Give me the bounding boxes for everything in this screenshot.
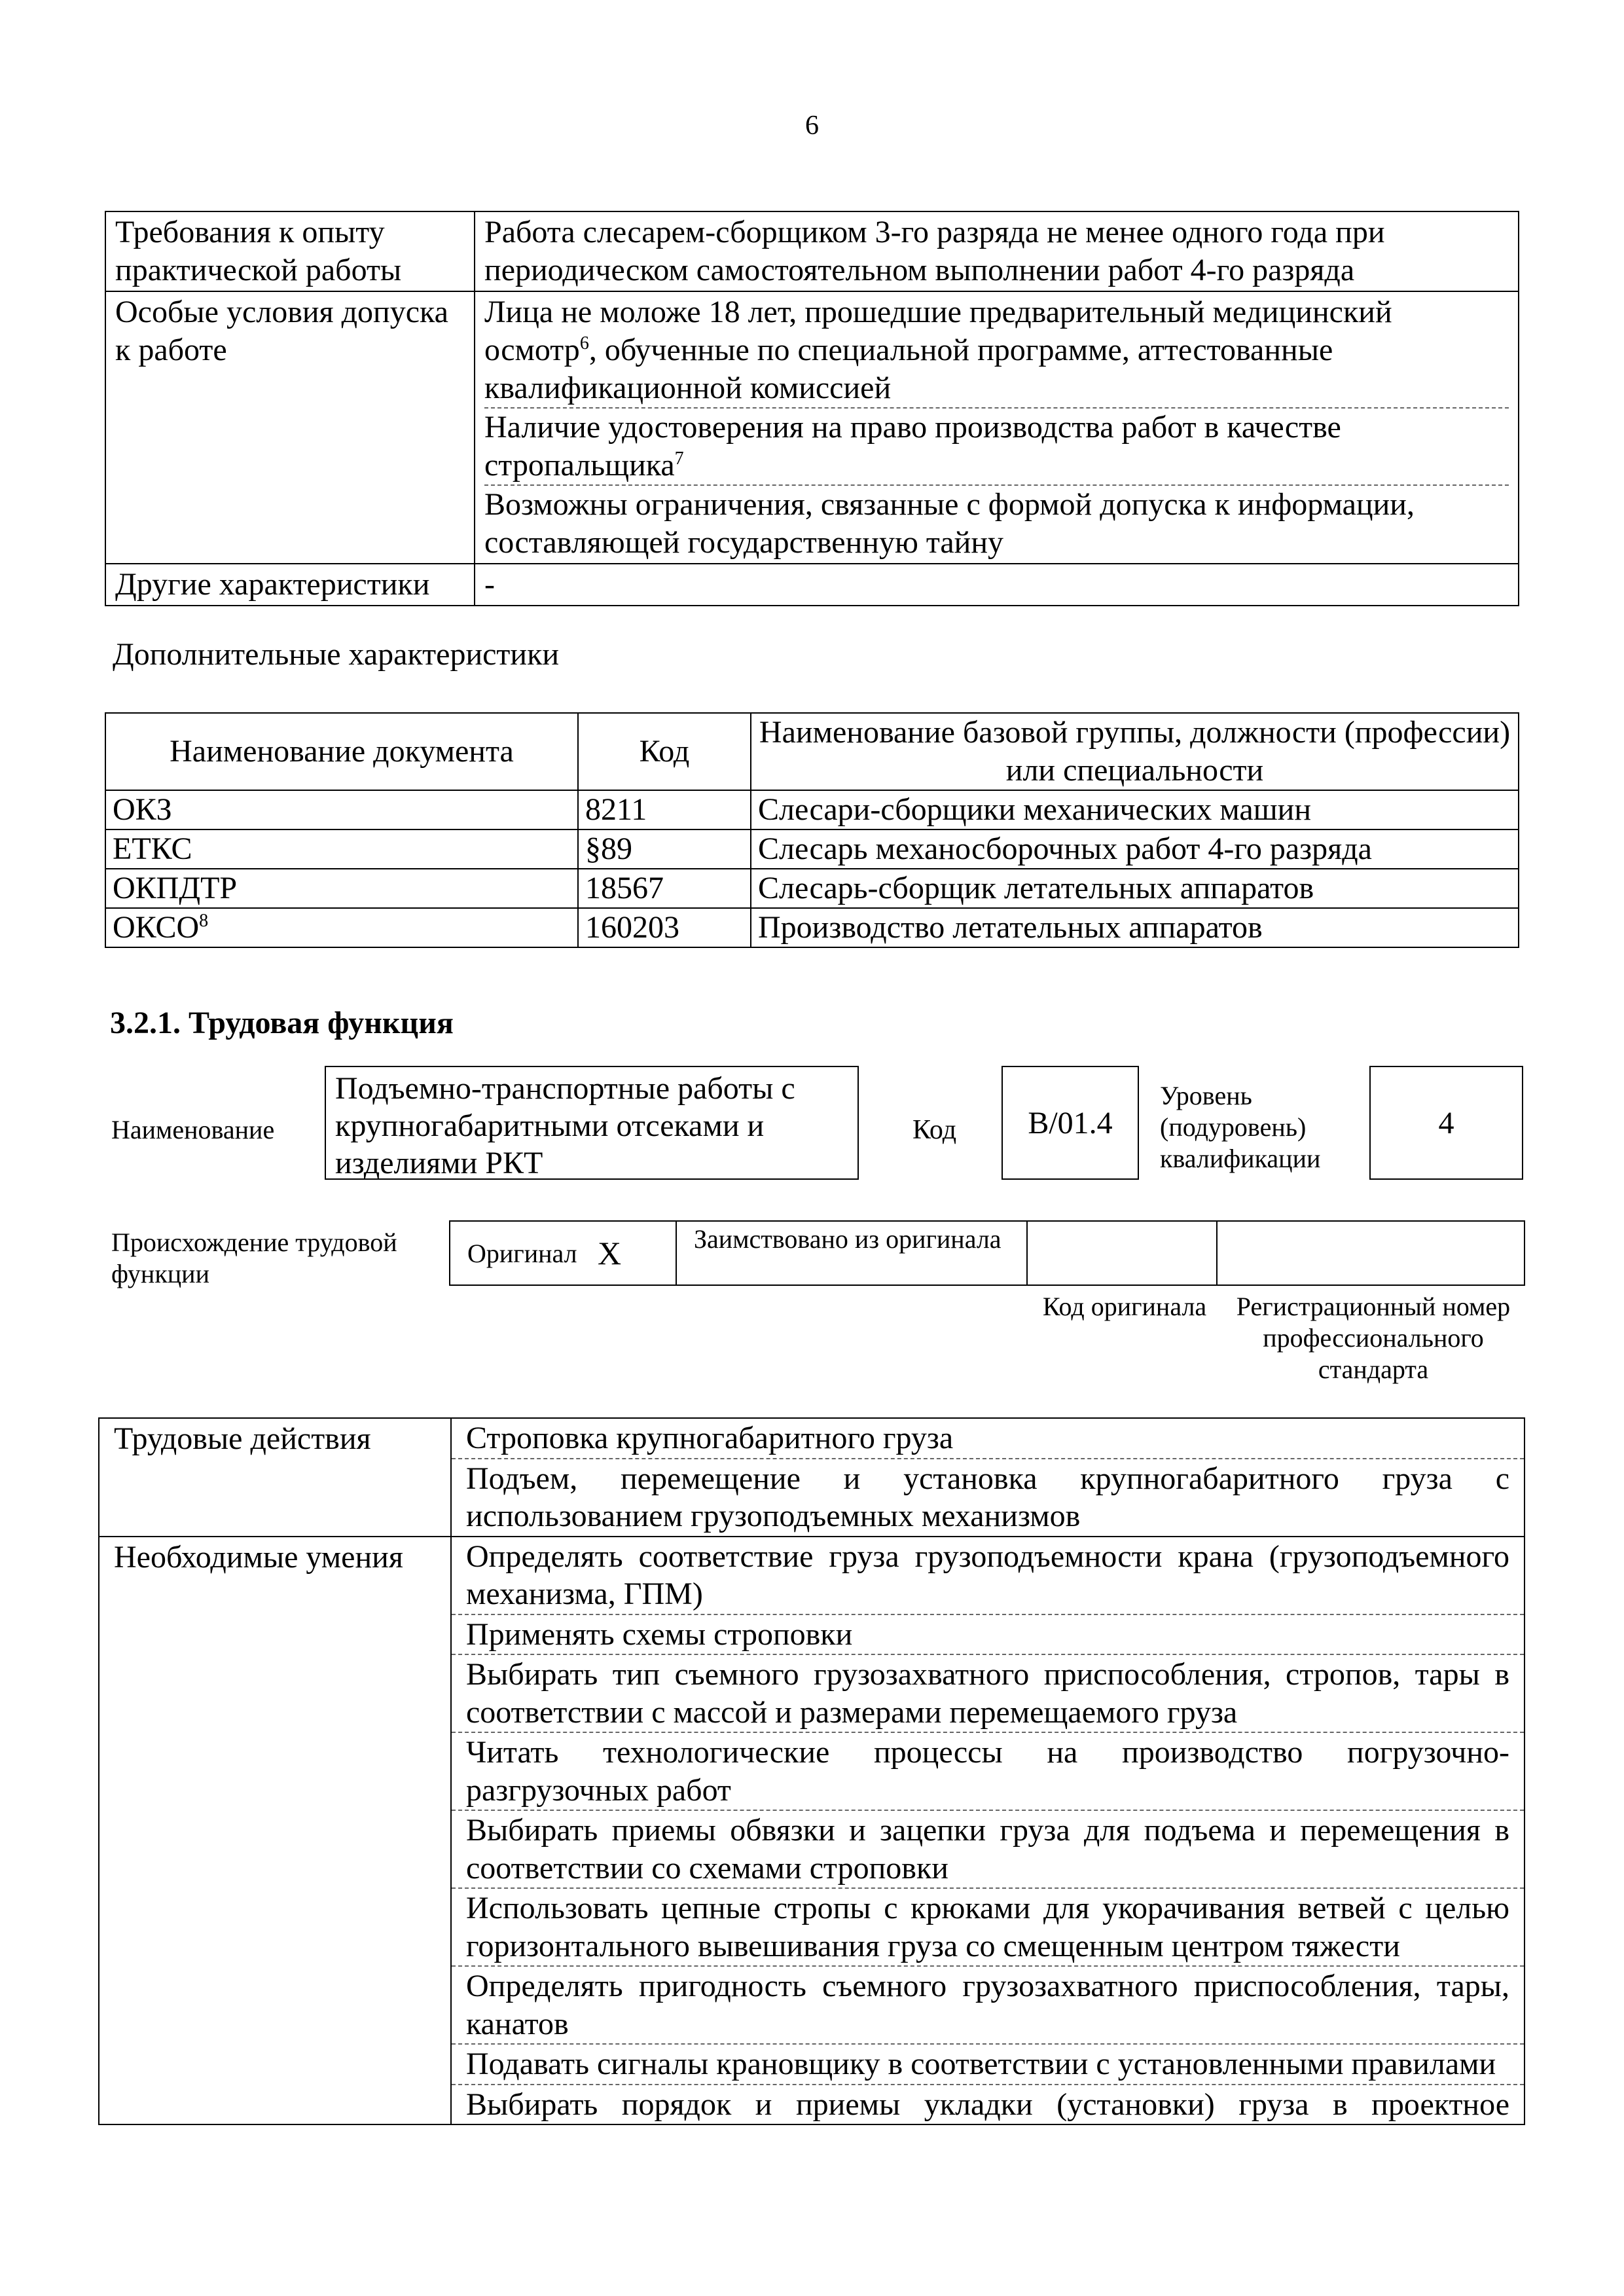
row-label: Трудовые действия (99, 1418, 451, 1537)
paragraph-text: Наличие удостоверения на право производства работ в качестве стропальщика (484, 410, 1341, 483)
list-item: Подавать сигналы крановщику в соответствии с установленными правилами (452, 2043, 1524, 2084)
list-item: Выбирать приемы обвязки и зацепки груза для подъема и перемещения в соответствии со схемами строповки (452, 1810, 1524, 1887)
origin-label: Происхождение трудовой функции (111, 1228, 397, 1288)
row-label: Особые условия допуска к работе (105, 291, 475, 564)
paragraph-text: Лица не моложе 18 лет, прошедшие предварительный медицинский осмотр (484, 295, 1392, 367)
row-items (451, 1537, 1525, 2125)
table-row (105, 829, 1519, 869)
function-name-box: Подъемно-транспортные работы с крупногабаритными отсеками и изделиями РКТ (325, 1066, 859, 1180)
borrowed-label: Заимствовано из оригинала (676, 1221, 1027, 1285)
paragraph (484, 407, 1509, 484)
code-caption: Код оригинала (1042, 1292, 1207, 1321)
list-item: Строповка крупногабаритного груза (466, 1421, 954, 1455)
code-cell: 160203 (578, 908, 751, 947)
row-label: Требования к опыту практической работы (105, 211, 475, 291)
column-header: Наименование базовой группы, должности (профессии) или специальности (751, 713, 1519, 790)
name-cell: Слесарь-сборщик летательных аппаратов (751, 869, 1519, 908)
code-cell: §89 (578, 829, 751, 869)
labor-actions-table (98, 1417, 1525, 2125)
row-value (475, 564, 1519, 606)
name-cell: Слесарь механосборочных работ 4-го разряда (751, 829, 1519, 869)
column-header: Наименование документа (105, 713, 578, 790)
list-item: Использовать цепные стропы с крюками для укорачивания ветвей с целью горизонтального вывешивания груза со смещенным центром тяжести (452, 1887, 1524, 1965)
doc-cell: ЕТКС (105, 829, 578, 869)
original-label: Оригинал (450, 1221, 591, 1285)
table-row (105, 869, 1519, 908)
name-label: Наименование (111, 1115, 275, 1144)
table-row (105, 790, 1519, 829)
table-row (99, 1418, 1525, 1537)
registration-caption: Регистрационный номер профессионального стандарта (1236, 1292, 1511, 1384)
row-label: Другие характеристики (105, 564, 475, 606)
name-cell: Производство летательных аппаратов (751, 908, 1519, 947)
list-item: Выбирать порядок и приемы укладки (установки) груза в проектное (452, 2084, 1524, 2124)
doc-cell: ОКПДТР (105, 869, 578, 908)
footnote-ref: 8 (199, 911, 209, 931)
table-row (105, 564, 1519, 606)
level-label: Уровень (подуровень) квалификации (1160, 1081, 1321, 1173)
original-mark: X (591, 1221, 676, 1285)
table-row (105, 291, 1519, 564)
row-value (475, 211, 1519, 291)
doc-cell: ОКЗ (105, 790, 578, 829)
row-value (475, 291, 1519, 564)
function-code-box: В/01.4 (1001, 1066, 1139, 1180)
list-item: Читать технологические процессы на производство погрузочно-разгрузочных работ (452, 1732, 1524, 1810)
additional-table (105, 712, 1519, 948)
table-row (105, 908, 1519, 947)
list-item: Определять пригодность съемного грузозахватного приспособления, тары, канатов (452, 1965, 1524, 2043)
original-code-cell (1027, 1221, 1217, 1285)
qualification-level-box: 4 (1369, 1066, 1523, 1180)
paragraph: Работа слесарем-сборщиком 3-го разряда не менее одного года при периодическом самостоятельном выполнении работ 4-го разряда (484, 215, 1385, 287)
row-label: Необходимые умения (99, 1537, 451, 2125)
column-header: Код (578, 713, 751, 790)
list-item: Применять схемы строповки (452, 1614, 1524, 1654)
name-cell: Слесари-сборщики механических машин (751, 790, 1519, 829)
paragraph: Возможны ограничения, связанные с формой допуска к информации, составляющей государственную тайну (484, 484, 1509, 562)
list-item: Определять соответствие груза грузоподъемности крана (грузоподъемного механизма, ГПМ) (466, 1539, 1509, 1611)
footnote-ref: 6 (579, 333, 589, 354)
paragraph: - (484, 567, 495, 602)
code-label: Код (912, 1115, 957, 1145)
table-row (99, 1537, 1525, 2125)
section-title: 3.2.1. Трудовая функция (110, 1006, 454, 1040)
paragraph-text-cont: , обученные по специальной программе, аттестованные квалификационной комиссией (484, 333, 1333, 405)
footnote-ref: 7 (674, 448, 684, 469)
table-header-row (105, 713, 1519, 790)
paragraph (484, 293, 1509, 407)
code-cell: 8211 (578, 790, 751, 829)
page-number: 6 (805, 111, 819, 141)
additional-heading: Дополнительные характеристики (113, 637, 560, 672)
registration-number-cell (1217, 1221, 1525, 1285)
table-row (105, 211, 1519, 291)
row-items (451, 1418, 1525, 1537)
list-item: Выбирать тип съемного грузозахватного приспособления, стропов, тары в соответствии с массой и размерами перемещаемого груза (452, 1654, 1524, 1732)
requirements-table (105, 211, 1519, 606)
origin-table (449, 1220, 1525, 1286)
code-cell: 18567 (578, 869, 751, 908)
doc-cell: ОКСО$^8$ (105, 908, 578, 947)
list-item: Подъем, перемещение и установка крупногабаритного груза с использованием грузоподъемных механизмов (452, 1458, 1524, 1536)
